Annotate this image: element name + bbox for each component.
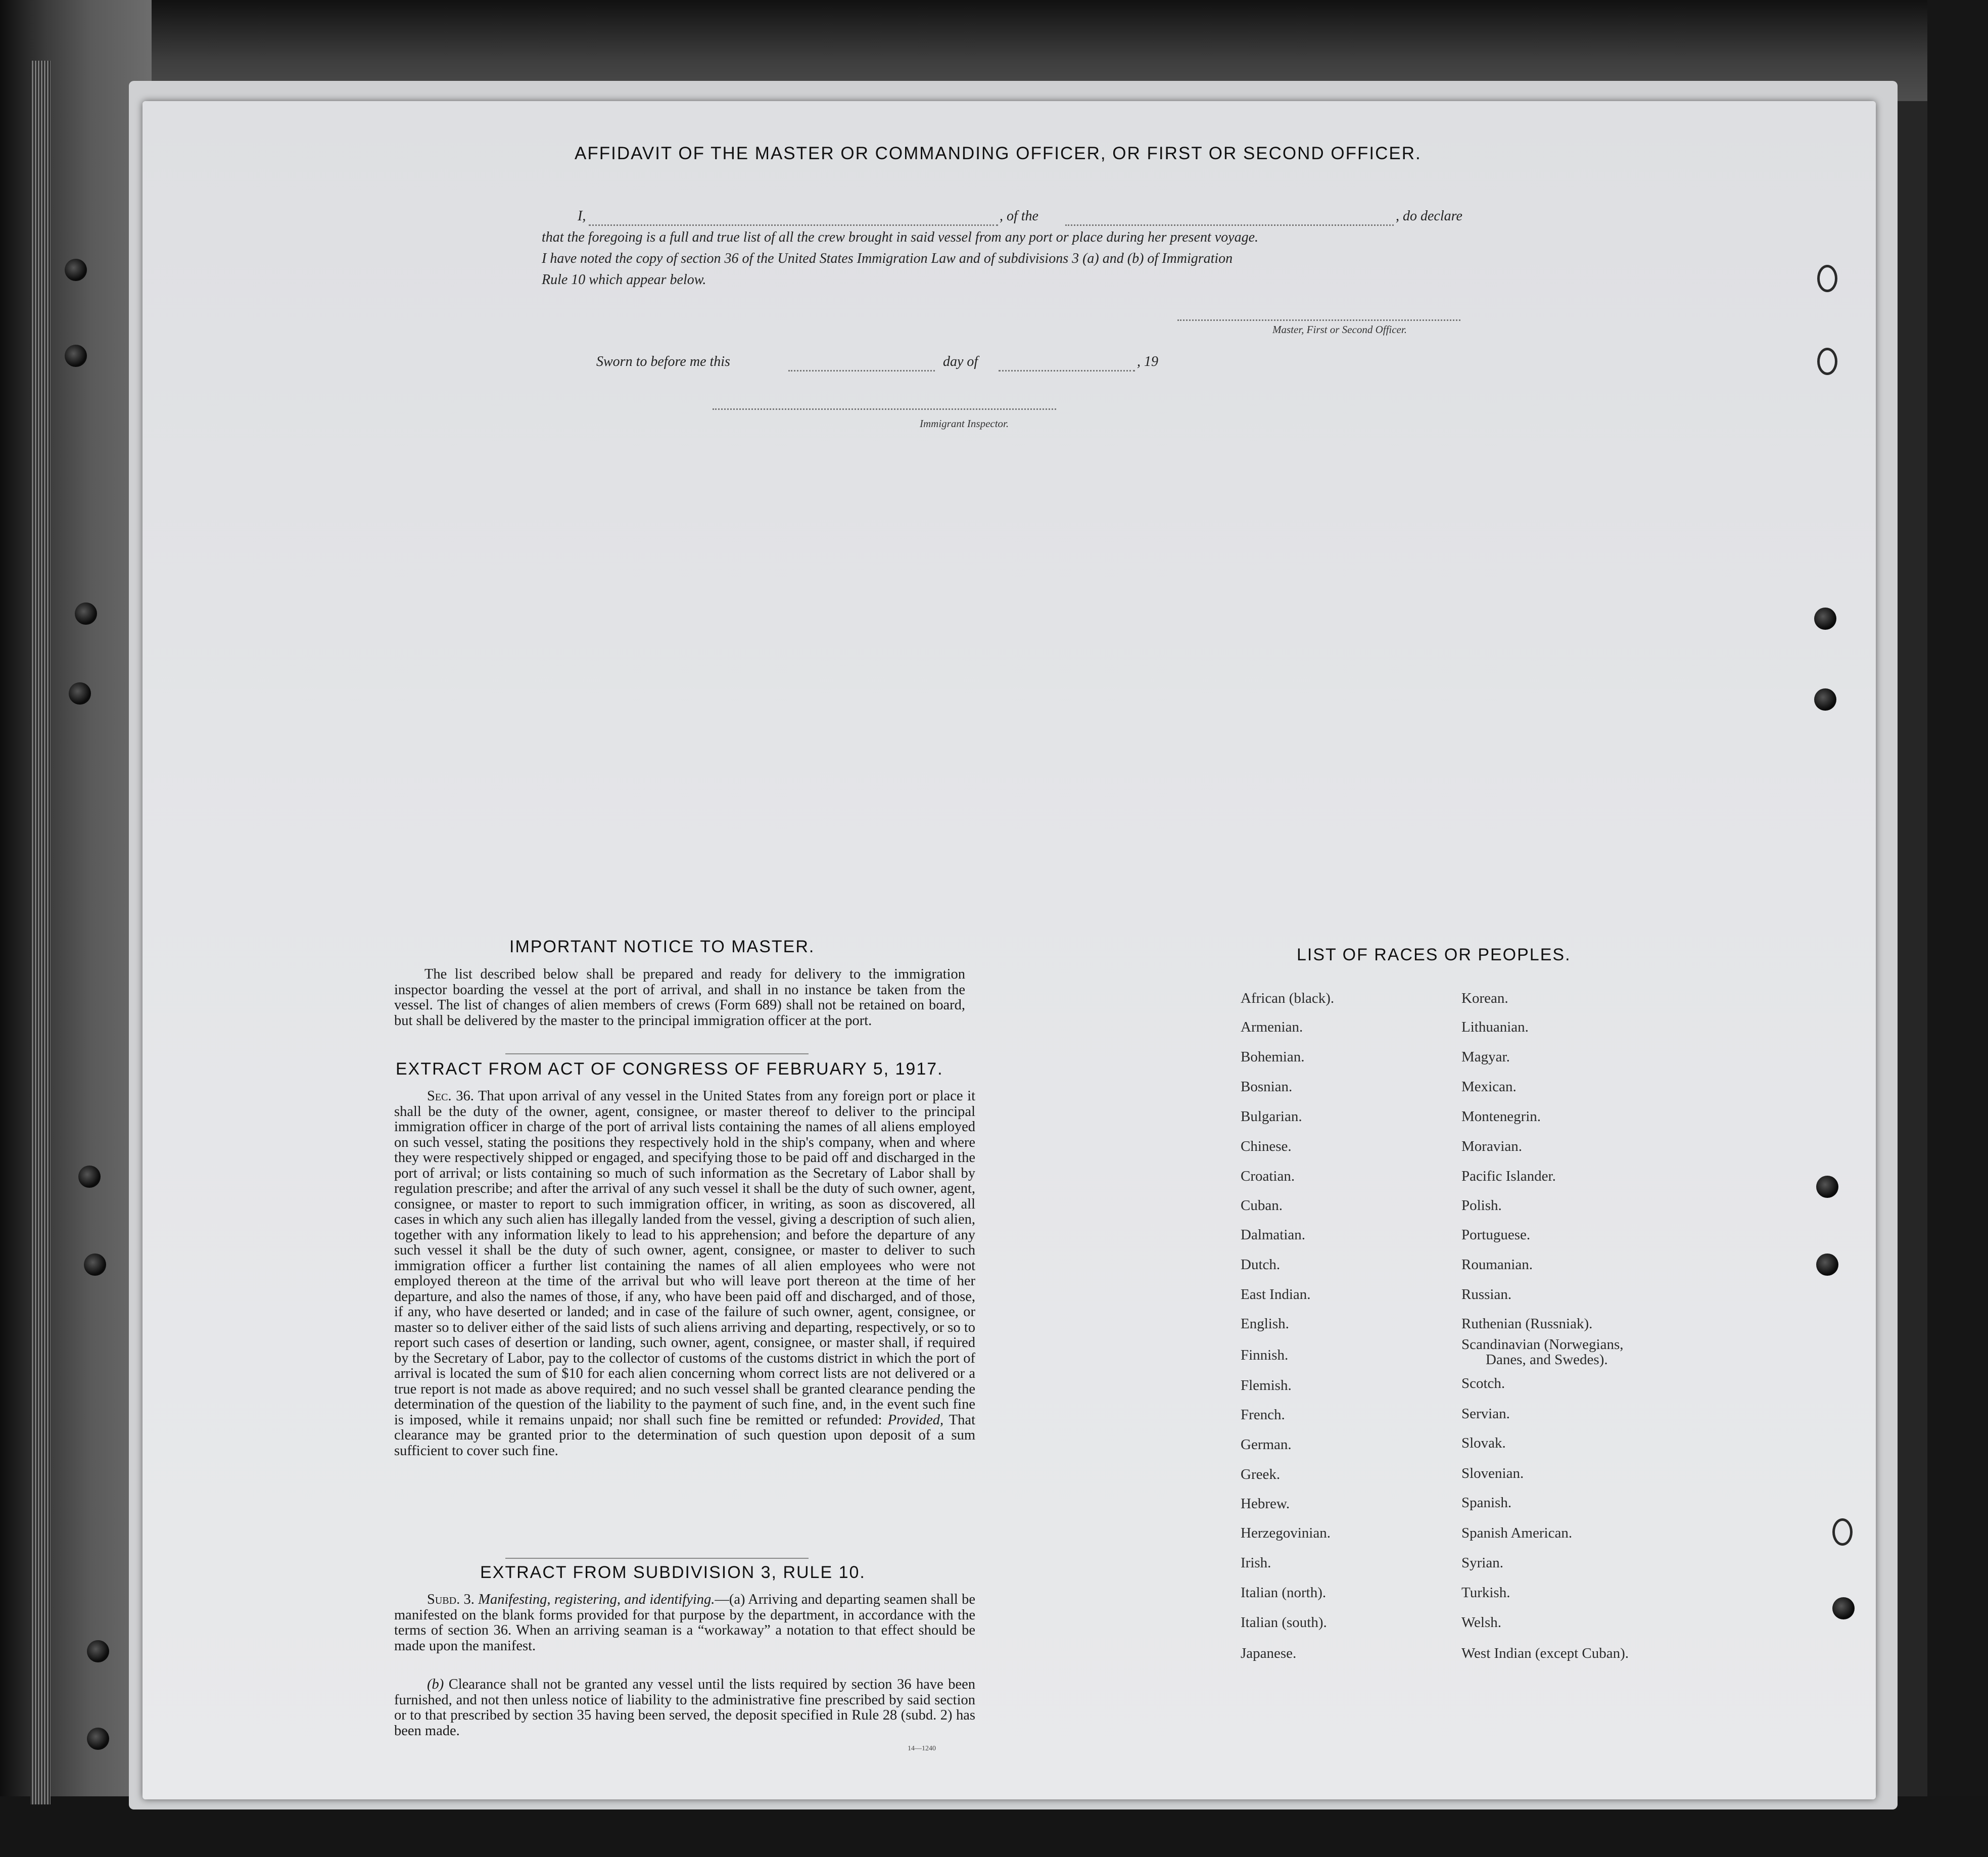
race-item: Korean. — [1461, 990, 1508, 1006]
race-item: German. — [1241, 1436, 1292, 1453]
race-item: Servian. — [1461, 1406, 1510, 1422]
affidavit-title: AFFIDAVIT OF THE MASTER OR COMMANDING OFFICER, OR FIRST OR SECOND OFFICER. — [575, 144, 1422, 163]
race-item: Moravian. — [1461, 1138, 1522, 1154]
proviso-text: That clearance may be granted prior to the determination of such question upon deposit of a sum sufficient to cover such fine. — [394, 1412, 975, 1459]
race-item: Montenegrin. — [1461, 1108, 1541, 1125]
rule-para-b — [394, 1677, 975, 1739]
section-number: Sec. 36. — [427, 1088, 474, 1104]
race-item: Slovenian. — [1461, 1465, 1524, 1481]
vessel-blank — [1065, 224, 1394, 226]
affidavit-do-declare: , do declare — [1396, 208, 1462, 224]
race-item: Turkish. — [1461, 1585, 1510, 1601]
race-item: Syrian. — [1461, 1555, 1503, 1571]
race-item: Herzegovinian. — [1241, 1525, 1331, 1541]
race-item: Japanese. — [1241, 1645, 1297, 1661]
form-number: 14—1240 — [908, 1745, 936, 1752]
sworn-prefix: Sworn to before me this — [596, 354, 730, 369]
affidavit-i: I, — [578, 208, 586, 224]
race-item: Italian (north). — [1241, 1585, 1327, 1601]
race-item: Greek. — [1241, 1466, 1281, 1482]
races-title: LIST OF RACES OR PEOPLES. — [1297, 945, 1571, 964]
notice-text: The list described below shall be prepared and ready for delivery to the immigration inspector boarding the vessel at the port of arrival, and shall in no instance be taken from the vessel. The list of changes of alien members of crews (Form 689) shall not be retained on board, but shall be delivered by the master to the principal immigration officer at the port. — [394, 966, 965, 1029]
rule-para-b-text: Clearance shall not be granted any vessel until the lists required by section 36 have been furnished, and not then unless notice of liability to the administrative fine prescribed by said section or to that prescribed by section 35 having been served, the deposit specified in Rule 28 (subd. 2) has been made. — [394, 1677, 975, 1739]
section-36-text: That upon arrival of any vessel in the United States from any foreign port or place it shall be the duty of the owner, agent, consignee, or master thereof to deliver to the principal immigration officer in charge of the port of arrival lists containing the names of all aliens employed on such vessel, stating the positions they respectively hold in the ship's company, when and where they were respectively shipped or engaged, and specifying those to be paid off and discharged in the port of arrival; or lists containing so much of such information as the Secretary of Labor shall by regulation prescribe; and after the arrival of any such vessel it shall be the duty of such owner, agent, consignee, or master to report to such immigration officer, in writing, as soon as discovered, all cases in which any such alien has illegally landed from the vessel, giving a description of such alien, together with any information likely to lead to his apprehension; and before the departure of any such vessel it shall be the duty of such owner, agent, consignee, or master to deliver to such immigration officer a further list containing the names of all alien employees who were not employed thereon at the time of the arrival but who will leave port thereon at the time of her departure, and also the names of those, if any, who have been paid off and discharged, and of those, if any, who have deserted or landed; and in case of the failure of such owner, agent, consignee, or master so to deliver either of the said lists of such aliens arriving and departing, respectively, or so to report such cases of desertion or landing, such owner, agent, consignee, or master shall, if required by the Secretary of Labor, pay to the collector of customs of the customs district in which the port of arrival is located the sum of $10 for each alien concerning whom correct lists are not delivered or a true report is not made as above required; and no such vessel shall be granted clearance pending the determination of the question of the liability to the payment of such fine, and, in the event such fine is imposed, while it remains unpaid; nor shall such fine be remitted or refunded: — [394, 1088, 975, 1428]
binder-hole — [1817, 348, 1837, 375]
binder-hole — [69, 682, 91, 705]
name-blank — [589, 224, 998, 226]
inspector-label: Immigrant Inspector. — [920, 417, 1009, 430]
race-item: Finnish. — [1241, 1347, 1289, 1363]
affidavit-declaration: that the foregoing is a full and true list of all the crew brought in said vessel from any port or place during her present voyage. — [542, 229, 1259, 245]
race-item: Ruthenian (Russniak). — [1461, 1316, 1593, 1332]
binder-hole — [75, 602, 97, 625]
race-item: Armenian. — [1241, 1019, 1303, 1035]
binder-hole — [78, 1166, 101, 1188]
race-item: Magyar. — [1461, 1049, 1510, 1065]
binder-hole — [87, 1640, 109, 1662]
race-item: Chinese. — [1241, 1138, 1292, 1154]
race-item: West Indian (except Cuban). — [1461, 1645, 1629, 1661]
race-item: Slovak. — [1461, 1435, 1506, 1451]
race-item: Spanish. — [1461, 1495, 1512, 1511]
binder-hole — [1816, 1254, 1838, 1276]
race-item: Pacific Islander. — [1461, 1168, 1556, 1184]
race-item: French. — [1241, 1407, 1285, 1423]
rule-para-a-text: —(a) Arriving and departing seamen shall be manifested on the blank forms provided for that purpose by the department, in accordance with the terms of section 36. When an arriving seaman is a “workaway” a notation to that effect should be made upon the manifest. — [394, 1592, 976, 1654]
binder-hole — [1832, 1518, 1853, 1546]
race-item: Bohemian. — [1241, 1049, 1305, 1065]
para-b-label: (b) — [427, 1677, 444, 1692]
race-item: Roumanian. — [1461, 1257, 1533, 1273]
affidavit-of-the: , of the — [1000, 208, 1038, 224]
race-item: Flemish. — [1241, 1377, 1292, 1394]
race-item: Italian (south). — [1241, 1614, 1327, 1631]
race-item: Croatian. — [1241, 1168, 1295, 1184]
act-extract-title: EXTRACT FROM ACT OF CONGRESS OF FEBRUARY 5, 1917. — [396, 1059, 943, 1079]
rule-extract-title: EXTRACT FROM SUBDIVISION 3, RULE 10. — [480, 1563, 866, 1582]
binder-hole — [1814, 608, 1836, 630]
subdivision-title: Manifesting, registering, and identifying. — [478, 1592, 715, 1607]
race-item: Irish. — [1241, 1555, 1271, 1571]
race-item: Bosnian. — [1241, 1079, 1293, 1095]
affidavit-rule: Rule 10 which appear below. — [542, 272, 706, 288]
signature-line — [1177, 319, 1460, 321]
race-item: African (black). — [1241, 990, 1335, 1006]
race-item: Cuban. — [1241, 1197, 1283, 1214]
race-item: Dutch. — [1241, 1257, 1281, 1273]
divider — [505, 1558, 809, 1559]
binder-hole — [84, 1254, 106, 1276]
race-item: Scandinavian (Norwegians, — [1461, 1336, 1624, 1353]
binder-hole — [1816, 1176, 1838, 1198]
sworn-day-blank — [788, 370, 935, 372]
race-item: Portuguese. — [1461, 1227, 1531, 1243]
divider — [505, 1053, 809, 1054]
proviso-word: Provided, — [887, 1412, 944, 1428]
race-item: Dalmatian. — [1241, 1227, 1306, 1243]
binder-hole — [65, 345, 87, 367]
act-extract-text — [394, 1089, 975, 1459]
sworn-day-of: day of — [943, 354, 978, 369]
rule-para-a — [394, 1592, 975, 1654]
sworn-month-blank — [999, 370, 1135, 372]
scan-border-right — [1927, 0, 1988, 1857]
race-item: Mexican. — [1461, 1079, 1517, 1095]
race-item: Danes, and Swedes). — [1486, 1352, 1608, 1368]
notice-title: IMPORTANT NOTICE TO MASTER. — [509, 937, 815, 956]
race-item: Spanish American. — [1461, 1525, 1573, 1541]
race-item: Lithuanian. — [1461, 1019, 1529, 1035]
race-item: Welsh. — [1461, 1614, 1502, 1631]
binder-hole — [87, 1728, 109, 1750]
subdivision-number: Subd. 3. — [427, 1592, 475, 1607]
page-stack-edges — [30, 61, 51, 1804]
race-item: Hebrew. — [1241, 1496, 1290, 1512]
race-item: English. — [1241, 1316, 1289, 1332]
race-item: Scotch. — [1461, 1375, 1505, 1391]
race-item: Russian. — [1461, 1286, 1512, 1303]
signature-label: Master, First or Second Officer. — [1272, 323, 1407, 336]
race-item: East Indian. — [1241, 1286, 1311, 1303]
binder-hole — [65, 259, 87, 281]
race-item: Bulgarian. — [1241, 1108, 1302, 1125]
affidavit-noted: I have noted the copy of section 36 of the United States Immigration Law and of subdivisions 3 (a) and (b) of Immigration — [542, 251, 1233, 266]
binder-hole — [1814, 688, 1836, 711]
document-page — [143, 101, 1876, 1799]
race-item: Polish. — [1461, 1197, 1502, 1214]
sworn-year: , 19 — [1137, 354, 1158, 369]
binder-hole — [1832, 1597, 1855, 1619]
inspector-line — [713, 408, 1056, 410]
binder-hole — [1817, 265, 1837, 292]
